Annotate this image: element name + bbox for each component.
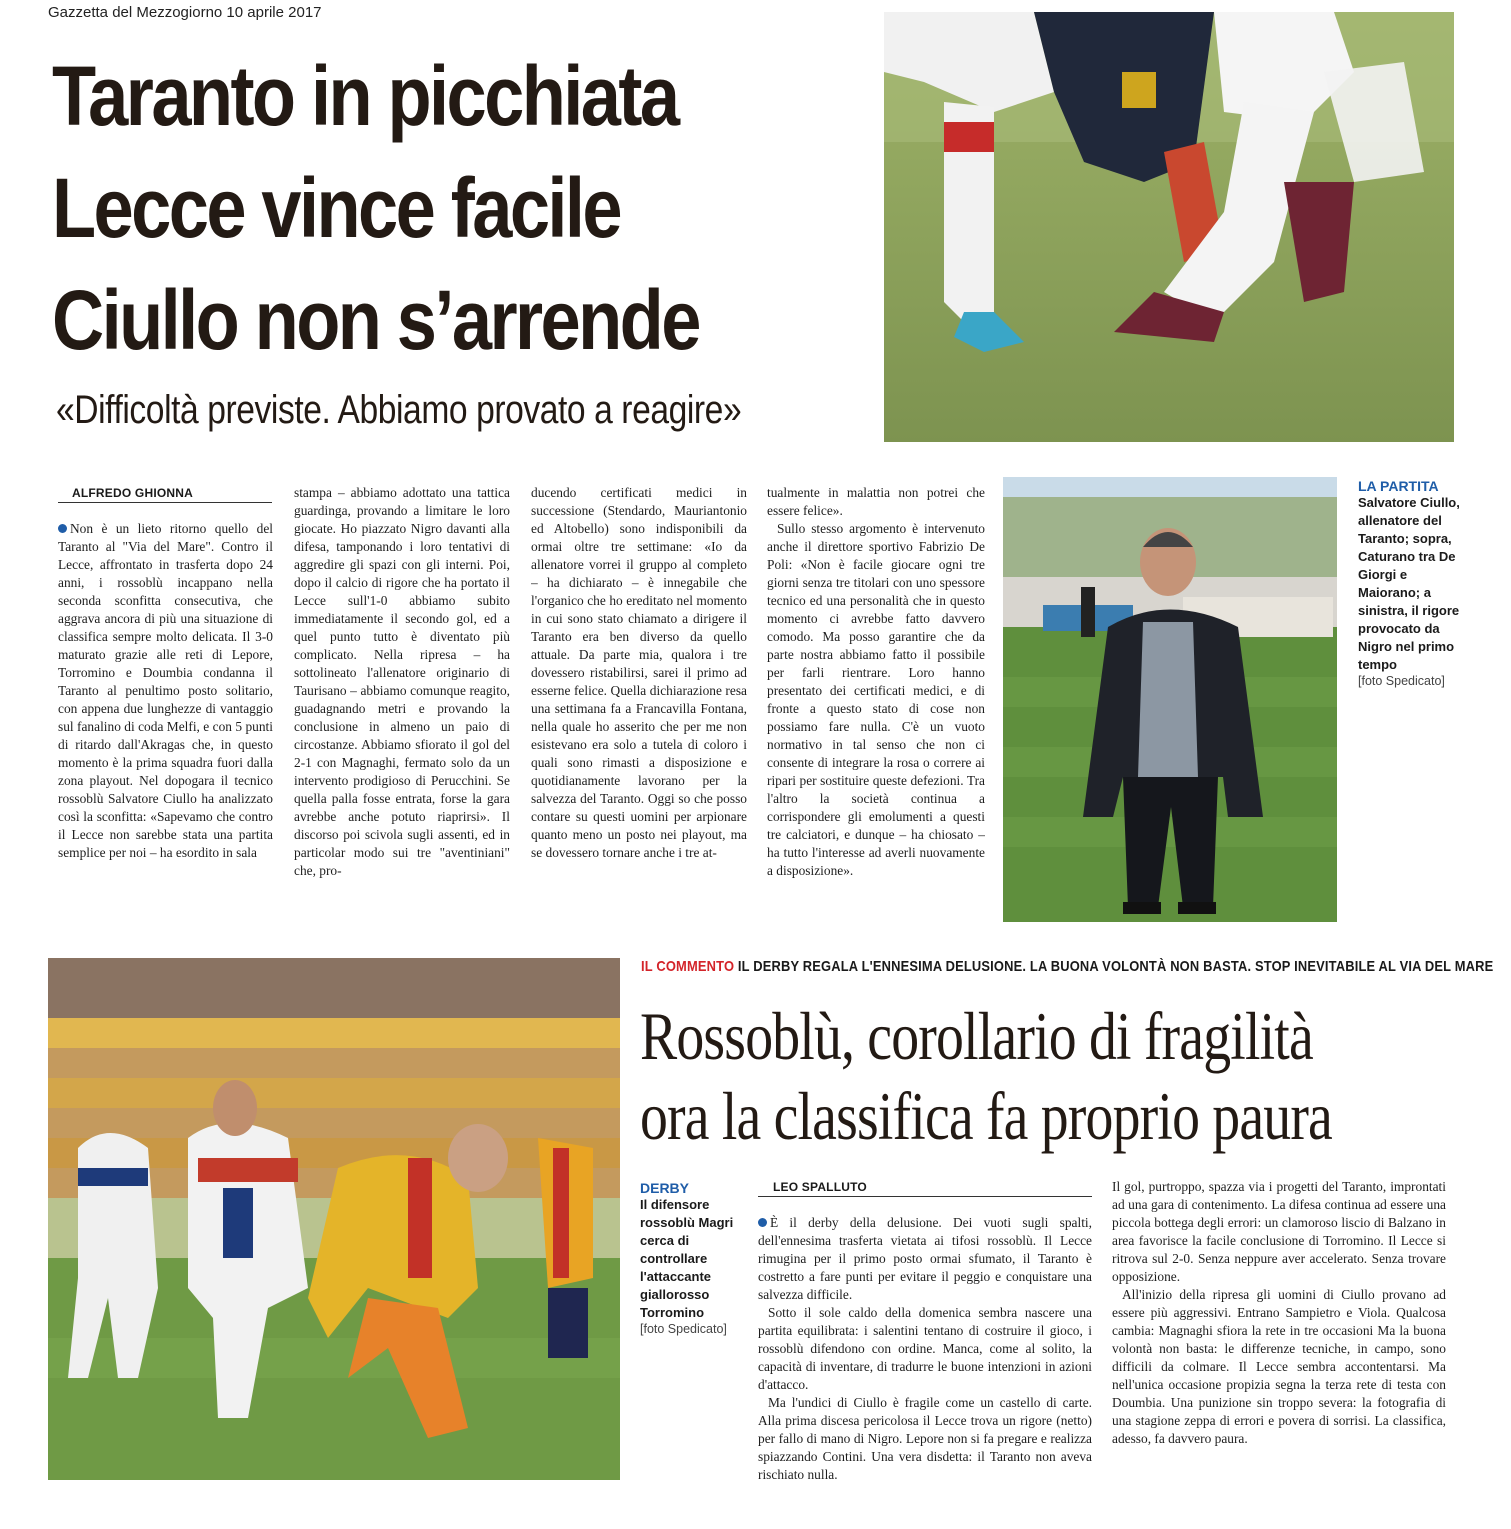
article-column-2-text: stampa – abbiamo adottato una tattica guardinga, provando a limitare le loro giocate. Ho piazzato Nigro davanti alla difesa, tamponando i loro tentativi di aggredire gli spazi con gli interni. Poi, dopo il calcio di rigore che ha portato il Lecce sull'1-0 abbiamo subito immediatamente il secondo gol, ed a quel punto tutto è diventato più complicato. Nella ripresa – ha sottolineato l'allenatore originario di Taurisano – abbiamo comunque reagito, guadagnando metri e provando la conclusione in almeno un paio di circostanze. Abbiamo sfiorato il gol del 2-1 con Magnaghi, fermato solo da un intervento prodigioso di Perucchini. Se quella palla fosse entrata, forse la gara avrebbe anche potuto riaprirsi». Il discorso poi scivola sugli assenti, ed in particolar modo sui tre "aventiniani" che, pro- (294, 485, 510, 878)
comment-column-1-p1: È il derby della delusione. Dei vuoti sugli spalti, dell'ennesima trasferta vietata ai tifosi rossoblù. Il Lecce rimugina per il primo posto ormai sfumato, il Taranto è costretto a fare punti per evitare il peggio e conquistare una salvezza difficile. (758, 1215, 1092, 1302)
article-column-4-text-b: Sullo stesso argomento è intervenuto anche il direttore sportivo Fabrizio De Poli: «Non è facile giocare ogni tre giorni senza tre titolari con uno spessore tecnico ed una personalità che in questo momento ci avrebbe fatto davvero comodo. Ma posso garantire che da parte nostra abbiamo fatto il possibile per farli rientrare. Loro hanno presentato dei certificati medici, e di fronte a questo stato di cose non possiamo fare nulla. C'è un vuoto normativo in tal senso che non ci consente di integrare la rosa o correre ai ripari per sostituire queste defezioni. Tra l'altro la società continua a corrispondere gli emolumenti a questi tre calciatori, e dunque – ha chiosato – ha tutto l'interesse ad averli nuovamente a disposizione». (767, 521, 985, 878)
headline-line-1: Taranto in picchiata (52, 49, 678, 143)
kicker-label: IL COMMENTO (641, 958, 735, 975)
comment-column-1-p3: Ma l'undici di Ciullo è fragile come un castello di carte. Alla prima discesa pericolosa il Lecce trova un rigore (netto) per fallo di mano di Nigro. Lepore non si fa pregare e realizza spiazzando Contini. Una vera disdetta: il Taranto non aveva rischiato nulla. (758, 1395, 1092, 1482)
headline-line-2: Lecce vince facile (52, 161, 620, 255)
article-column-1-text: Non è un lieto ritorno quello del Taranto al "Via del Mare". Contro il Lecce, affrontato in trasferta dopo 24 anni, i rossoblù incappano nella seconda sconfitta consecutiva, che aggrava ancora di più una situazione di classifica sempre molto delicata. Il 3-0 maturato grazie alle reti di Lepore, Torromino e Doumbia condanna il Taranto al penultimo posto solitario, con appena due lunghezze di vantaggio sul fanalino di coda Melfi, e con 5 punti di ritardo dall'Akragas che, in questo momento è la prima squadra fuori dalla zona playout. Nel dopogara il tecnico rossoblù Salvatore Ciullo ha analizzato così la sconfitta: «Sapevamo che contro il Lecce non sarebbe stata una partita semplice per noi – ha esordito in sala (58, 521, 273, 860)
article-byline: ALFREDO GHIONNA (72, 486, 193, 500)
subheadline-quote: «Difficoltà previste. Abbiamo provato a reagire» (56, 388, 742, 432)
article-column-3 (531, 484, 747, 940)
caption2-credit: [foto Spedicato] (640, 1322, 727, 1336)
football-legs-photo (884, 12, 1454, 442)
caption2-title: DERBY (640, 1180, 690, 1196)
coach-photo-caption (1358, 478, 1468, 688)
article-column-1 (58, 520, 273, 940)
byline-rule (58, 502, 272, 503)
comment-bullet-icon (758, 1218, 767, 1227)
comment-headline-line-2: ora la classifica fa proprio paura (640, 1078, 1332, 1154)
headline-line-3: Ciullo non s’arrende (52, 273, 699, 367)
comment-headline (640, 996, 1332, 1156)
caption-body: Salvatore Ciullo, allenatore del Taranto; sopra, Caturano tra De Giorgi e Maiorano; a sinistra, il rigore provocato da Nigro nel primo tempo (1358, 495, 1460, 672)
comment-column-1-p2: Sotto il sole caldo della domenica sembra nascere una partita equilibrata: i salentini tentano di costruire il gioco, i rossoblù difendono con ordine. Manca, come al solito, la capacità di inventare, di tradurre le buone intenzioni in azioni d'attacco. (758, 1305, 1092, 1392)
comment-headline-line-1: Rossoblù, corollario di fragilità (640, 998, 1313, 1074)
main-headline (52, 40, 757, 376)
article-column-4 (767, 484, 985, 940)
caption-title: LA PARTITA (1358, 478, 1439, 494)
kicker-text: IL DERBY REGALA L'ENNESIMA DELUSIONE. LA BUONA VOLONTÀ NON BASTA. STOP INEVITABILE AL VIA DEL MARE (734, 958, 1494, 975)
article-column-2 (294, 484, 510, 940)
coach-illustration (1003, 477, 1337, 922)
article-column-4-text-a: tualmente in malattia non potrei che essere felice». (767, 485, 985, 518)
match-photo-caption (640, 1180, 750, 1336)
comment-column-1 (758, 1214, 1092, 1484)
comment-column-2-p2: All'inizio della ripresa gli uomini di Ciullo provano ad essere più aggressivi. Entrano Sampietro e Viola. Qualcosa cambia: Magnaghi sfiora la rete in tre occasioni Ma la buona volontà non basta: le differenze tecniche, in campo, sono difficili da colmare. Il Lecce sembra accontentarsi. Ma nell'unica occasione propizia segna la terza rete di testa con Doumbia. Una punizione sin troppo severa: la fotografia di una stagione zeppa di errori e povera di sorrisi. La classifica, adesso, fa davvero paura. (1112, 1287, 1446, 1446)
football-legs-illustration (884, 12, 1454, 442)
article-column-3-text: ducendo certificati medici in successione (Stendardo, Mauriantonio ed Altobello) sono indisponibili da ormai oltre tre settimane: «Io da allenatore vorrei il gruppo al completo – ha dichiarato – è innegabile che l'organico che ho ereditato nel momento in cui sono stato chiamato a dirigere il Taranto era ben diverso da quello attuale. Da parte mia, qualora i tre dovessero ristabilirsi, sarei il primo ad esserne felice. Quella dichiarazione resa una settimana fa a Francavilla Fontana, nella quale ho asserito che per me non esistevano era solo a tutela di coloro i quali sono rimasti a disposizione e quotidianamente lavorano per la salvezza del Taranto. Oggi so che posso contare su questi uomini per arpionare quanto meno un posto nei playout, ma se dovessero tornare anche i tre at- (531, 485, 747, 860)
comment-byline: LEO SPALLUTO (773, 1180, 867, 1194)
comment-kicker (641, 958, 1494, 975)
match-illustration (48, 958, 620, 1480)
comment-column-2-p1: Il gol, purtroppo, spazza via i progetti del Taranto, improntati ad una gara di contenimento. La difesa continua ad essere una piccola bottega degli errori: un clamoroso liscio di Balzano in area favorisce la facile conclusione di Torromino. Il Lecce si ritrova sul 2-0. Senza neppure aver accelerato. Senza trovare opposizione. (1112, 1179, 1446, 1284)
match-photo (48, 958, 620, 1480)
bullet-icon (58, 524, 67, 533)
comment-byline-rule (758, 1196, 1092, 1197)
coach-photo (1003, 477, 1337, 922)
caption2-body: Il difensore rossoblù Magri cerca di controllare l'attaccante giallorosso Torromino (640, 1197, 734, 1320)
source-line: Gazzetta del Mezzogiorno 10 aprile 2017 (48, 4, 322, 21)
caption-credit: [foto Spedicato] (1358, 674, 1445, 688)
comment-column-2 (1112, 1178, 1446, 1484)
